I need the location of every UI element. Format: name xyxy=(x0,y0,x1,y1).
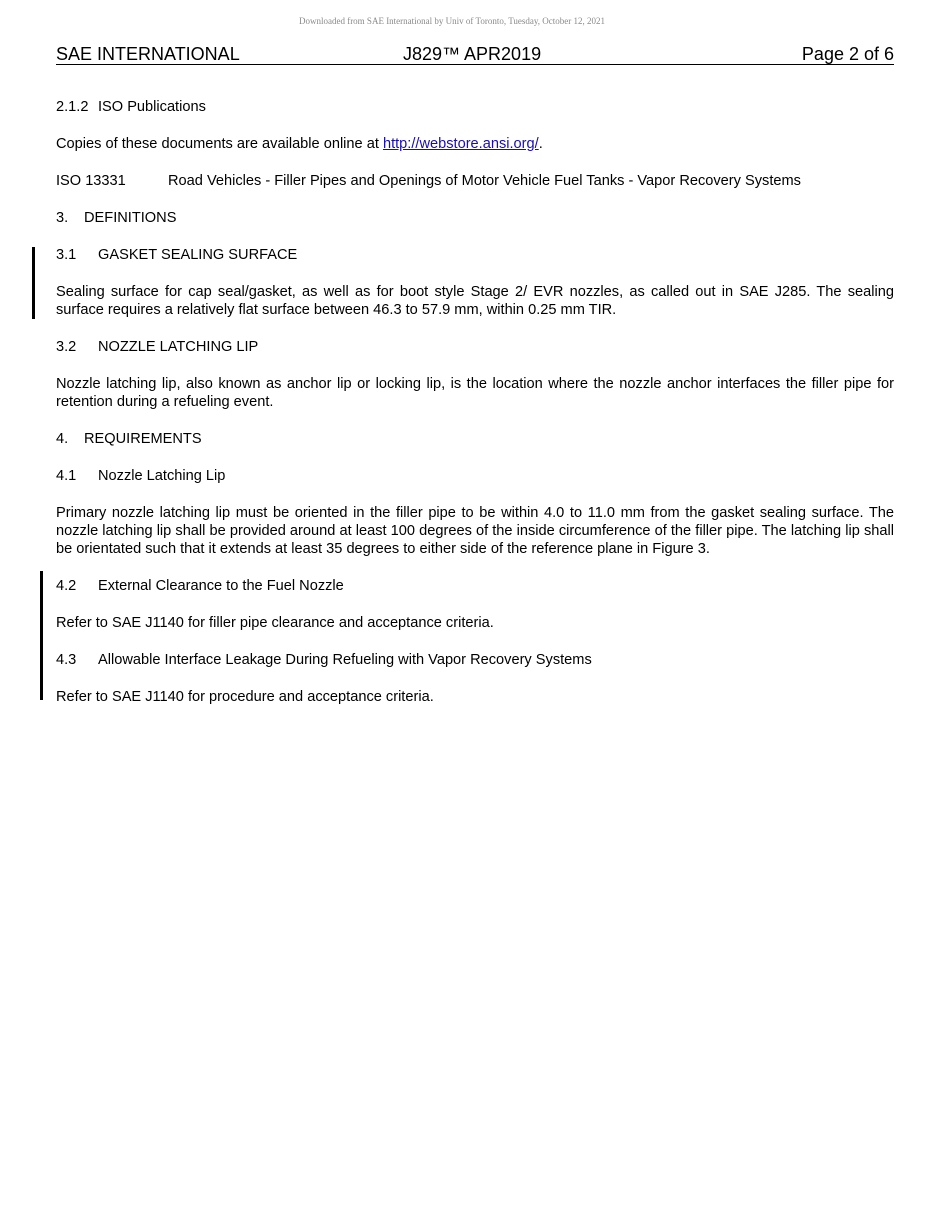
section-4-2-body: Refer to SAE J1140 for filler pipe clearance and acceptance criteria. xyxy=(56,615,494,631)
page-header xyxy=(56,44,894,65)
section-title: GASKET SEALING SURFACE xyxy=(98,247,298,263)
webstore-link[interactable]: http://webstore.ansi.org/ xyxy=(382,136,539,152)
section-3-1-body: Sealing surface for cap seal/gasket, as well as for boot style Stage 2/ EVR nozzles, as called out in SAE J285. The sealing surface requires a relatively flat surface between 46.3 to 57.9 mm, within 0.25 mm TIR. xyxy=(56,284,894,318)
section-3-2-body: Nozzle latching lip, also known as anchor lip or locking lip, is the location where the nozzle anchor interfaces the filler pipe for retention during a refueling event. xyxy=(56,376,894,410)
section-number: 4.1 xyxy=(56,468,77,484)
section-number: 3.2 xyxy=(56,339,77,355)
section-number: 4.2 xyxy=(56,578,77,594)
download-watermark: Downloaded from SAE International by Univ of Toronto, Tuesday, October 12, 2021 xyxy=(298,16,606,26)
iso-title: Road Vehicles - Filler Pipes and Openings of Motor Vehicle Fuel Tanks - Vapor Recovery Systems xyxy=(168,173,801,189)
section-4-3-body: Refer to SAE J1140 for procedure and acceptance criteria. xyxy=(56,689,434,705)
copies-availability-text xyxy=(56,135,894,153)
header-page-number: Page 2 of 6 xyxy=(801,44,894,64)
section-title: REQUIREMENTS xyxy=(84,431,202,447)
section-4-1-heading xyxy=(56,467,894,485)
section-number: 3. xyxy=(56,210,69,226)
section-title: ISO Publications xyxy=(98,99,206,115)
section-4-heading xyxy=(56,430,894,448)
section-title: DEFINITIONS xyxy=(84,210,177,226)
section-number: 2.1.2 xyxy=(56,99,89,115)
section-title: External Clearance to the Fuel Nozzle xyxy=(98,578,344,594)
section-number: 4.3 xyxy=(56,652,77,668)
section-3-heading xyxy=(56,209,894,227)
section-title: Nozzle Latching Lip xyxy=(98,468,226,484)
section-4-2-heading xyxy=(56,577,894,595)
section-title: Allowable Interface Leakage During Refueling with Vapor Recovery Systems xyxy=(98,652,592,668)
section-3-1-heading xyxy=(56,246,894,264)
copies-suffix: . xyxy=(538,136,543,152)
header-organization: SAE INTERNATIONAL xyxy=(56,44,240,64)
section-4-1-body: Primary nozzle latching lip must be oriented in the filler pipe to be within 4.0 to 11.0 mm from the gasket sealing surface. The nozzle latching lip shall be provided around at least 100 degrees of the inside circumference of the filler pipe. The latching lip shall be orientated such that it extends at least 35 degrees to either side of the reference plane in Figure 3. xyxy=(56,505,894,557)
revision-change-bar-section-4-2-4-3 xyxy=(40,571,43,700)
header-document-id: J829™ APR2019 xyxy=(403,44,542,64)
copies-prefix: Copies of these documents are available online at xyxy=(56,136,383,152)
revision-change-bar-section-3-1 xyxy=(32,247,35,319)
iso-code: ISO 13331 xyxy=(56,173,126,189)
section-number: 4. xyxy=(56,431,69,447)
section-2-1-2-heading xyxy=(56,98,894,116)
section-number: 3.1 xyxy=(56,247,77,263)
section-title: NOZZLE LATCHING LIP xyxy=(98,339,259,355)
section-3-2-heading xyxy=(56,338,894,356)
iso-reference xyxy=(56,172,894,190)
section-4-3-heading xyxy=(56,651,894,669)
document-body xyxy=(56,98,894,706)
